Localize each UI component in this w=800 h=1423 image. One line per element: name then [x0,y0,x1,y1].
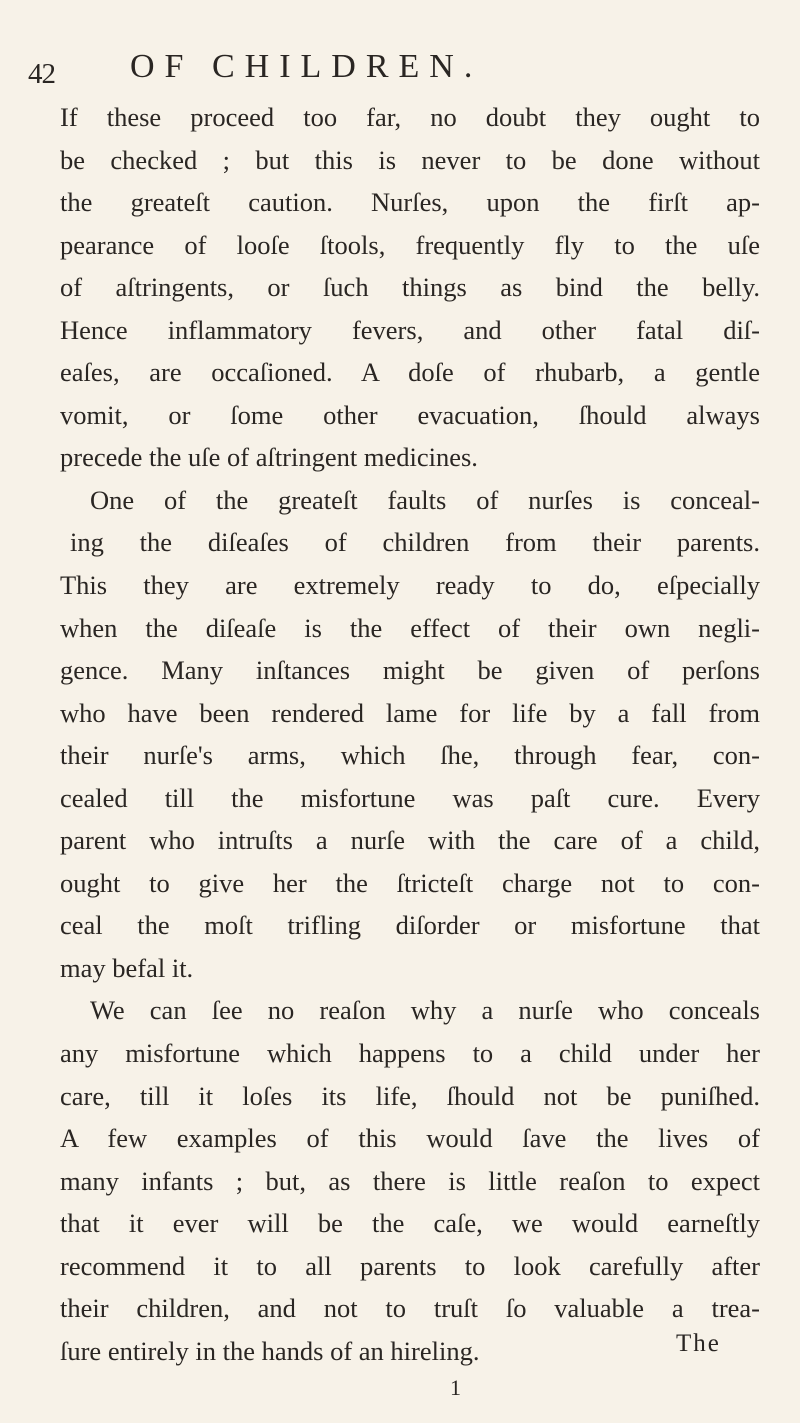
body-text [60,96,760,1372]
text-line: be checked ; but this is never to be done without [60,144,760,175]
text-line: parent who intruſts a nurſe with the care of a child, [60,825,760,856]
text-line: If these proceed too far, no doubt they ought to [60,102,760,132]
signature-mark: 1 [450,1375,461,1400]
text-line: A few examples of this would ſave the lives of [60,1123,760,1154]
text-line: their children, and not to truſt ſo valuable a trea- [60,1293,760,1324]
text-line: recommend it to all parents to look carefully after [60,1250,760,1281]
text-line: Hence inflammatory fevers, and other fatal diſ- [60,314,760,345]
text-line: ing the diſeaſes of children from their parents. [70,527,760,558]
text-line: ceal the moſt trifling diſorder or misfortune that [60,910,760,941]
catchword: The [676,1330,721,1357]
text-line: of aſtringents, or ſuch things as bind the belly. [60,272,760,303]
text-line: their nurſe's arms, which ſhe, through fear, con- [60,740,760,771]
text-line: pearance of looſe ſtools, frequently fly to the uſe [60,229,760,260]
text-line: the greateſt caution. Nurſes, upon the firſt ap- [60,187,760,218]
paragraph-start-line: One of the greateſt faults of nurſes is conceal- [90,484,760,515]
text-line: eaſes, are occaſioned. A doſe of rhubarb, a gentle [60,357,760,388]
text-line: may befal it. [60,952,194,983]
paragraph-start-line: We can ſee no reaſon why a nurſe who conceals [90,995,760,1026]
running-head: OF CHILDREN. [130,48,483,85]
text-line: vomit, or ſome other evacuation, ſhould always [60,399,760,430]
text-line: when the diſeaſe is the effect of their own negli- [60,612,760,643]
text-line: that it ever will be the caſe, we would earneſtly [60,1208,760,1239]
text-line: who have been rendered lame for life by a fall from [60,697,760,728]
text-line: care, till it loſes its life, ſhould not be puniſhed. [60,1080,760,1111]
text-line: ought to give her the ſtricteſt charge not to con- [60,867,760,898]
text-line: precede the uſe of aſtringent medicines. [60,442,478,473]
page-number: 42 [28,58,55,90]
text-line: any misfortune which happens to a child under her [60,1038,760,1069]
text-line: many infants ; but, as there is little reaſon to expect [60,1165,760,1196]
text-line: This they are extremely ready to do, eſpecially [60,570,760,601]
text-line: gence. Many inſtances might be given of perſons [60,655,760,686]
text-line: ſure entirely in the hands of an hireling. [60,1335,480,1366]
text-line: cealed till the misfortune was paſt cure. Every [60,782,760,813]
